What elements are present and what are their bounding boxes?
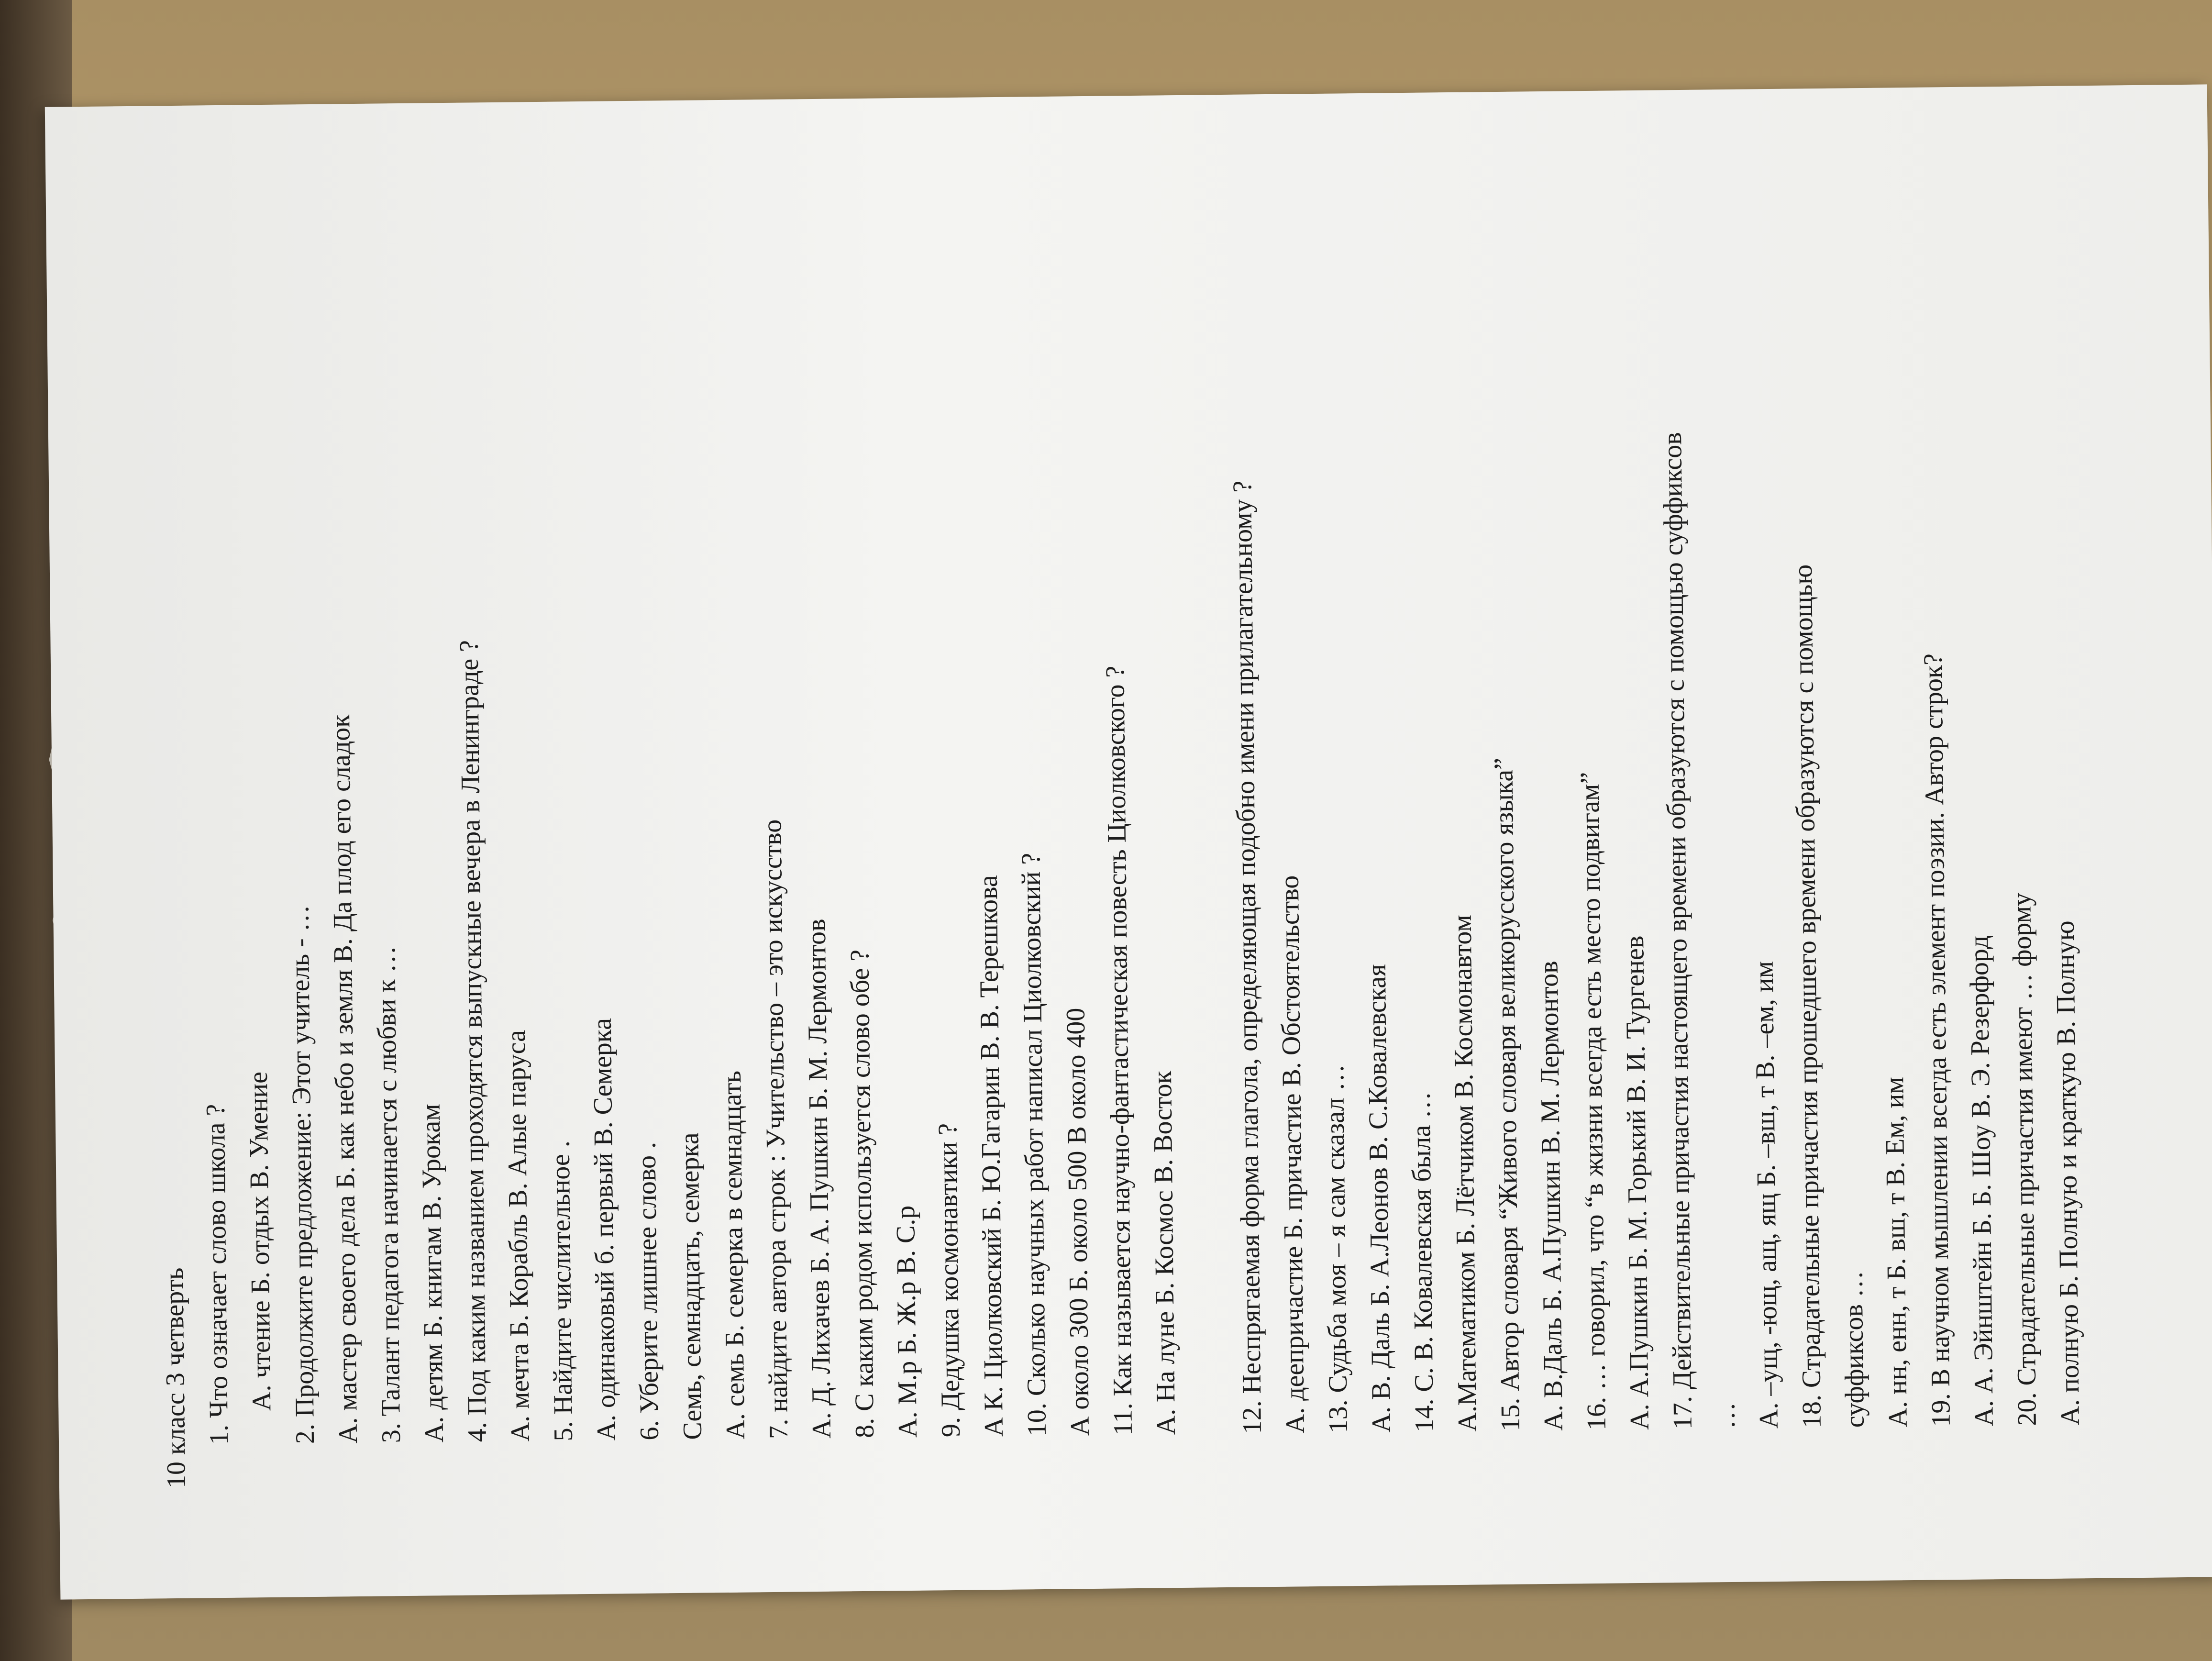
question-line: 15. Автор словаря “Живого словаря великорусского языка” bbox=[1489, 757, 1526, 1432]
answer-line: А. мечта Б. Корабль В. Алые паруса bbox=[501, 1030, 536, 1442]
answer-line: А. Д. Лихачев Б. А. Пушкин Б. М. Лермонтов bbox=[801, 919, 837, 1439]
answer-line: А. На луне Б. Космос В. Восток bbox=[1148, 1071, 1181, 1435]
answer-line: А около 300 Б. около 500 В около 400 bbox=[1061, 1008, 1095, 1436]
answer-line: А. –ущ, -ющ, ащ, ящ Б. –вш, т В. –ем, им bbox=[1749, 961, 1784, 1429]
answer-line: А. А.Пушкин Б. М. Горький В. И. Тургенев bbox=[1620, 935, 1655, 1430]
answer-line: А К. Циолковский Б. Ю.Гагарин В. В. Терешкова bbox=[973, 875, 1009, 1437]
test-sheet bbox=[45, 84, 2212, 1599]
answer-line: А. В. Даль Б. А.Леонов В. С.Ковалевская bbox=[1361, 964, 1396, 1433]
answer-line: А. чтение Б. отдых В. Умение bbox=[243, 1071, 277, 1411]
question-line: 11. Как называется научно-фантастическая повесть Циолковского ? bbox=[1100, 665, 1138, 1436]
test-text bbox=[141, 110, 2126, 1489]
question-line: 4. Под каким названием проходятся выпускные вечера в Ленинграде ? bbox=[454, 640, 493, 1442]
question-line: 14. С. В. Ковалевская была … bbox=[1406, 1091, 1439, 1433]
question-line: 20. Страдательные причастия имеют … форму bbox=[2007, 892, 2042, 1426]
question-line: 13. Судьба моя – я сам сказал … bbox=[1319, 1064, 1353, 1433]
question-line: 18. Страдательные причастия прошедшего времени образуются с помощью bbox=[1788, 564, 1827, 1428]
question-line: 5. Найдите числительное . bbox=[545, 1140, 579, 1441]
question-line: 8. С каким родом используется слово обе ? bbox=[845, 949, 880, 1439]
answer-line: А. деепричастие Б. причастие В. Обстоятельство bbox=[1274, 875, 1310, 1434]
question-line: 16. … говорил, что “в жизни всегда есть место подвигам” bbox=[1575, 772, 1612, 1431]
question-detail-line: Семь, семнадцать, семерка bbox=[675, 1132, 708, 1440]
question-line: 1. Что означает слово школа ? bbox=[200, 1104, 234, 1445]
answer-line: А. детям Б. книгам В. Урокам bbox=[416, 1104, 450, 1443]
answer-line: А. А. Эйнштейн Б. Б. Шоу В. Э. Резерфорд bbox=[1964, 935, 1999, 1427]
question-continuation-line: суффиксов … bbox=[1838, 1270, 1870, 1428]
answer-line: А. семь Б. семерка в семнадцать bbox=[717, 1070, 751, 1440]
question-line: 12. Неспрягаемая форма глагола, определяющая подобно имени прилагательному ? bbox=[1228, 480, 1267, 1434]
question-line: 2. Продолжите предложение: Этот учитель - … bbox=[285, 905, 321, 1444]
sheet-header: 10 класс 3 четверть bbox=[159, 1267, 192, 1489]
answer-line: А. В.Даль Б. А.Пушкин В. М. Лермонтов bbox=[1534, 961, 1569, 1431]
question-line: 10. Сколько научных работ написал Циолковский ? bbox=[1016, 853, 1052, 1437]
answer-line: А. нн, енн, т Б. вш, т В. Ем, им bbox=[1880, 1076, 1913, 1428]
answer-line: А. мастер своего дела Б. как небо и земля В. Да плод его сладок bbox=[326, 714, 364, 1444]
answer-line: А. одинаковый б. первый В. Семерка bbox=[587, 1018, 622, 1441]
answer-line: А.Математиком Б. Лётчиком В. Космонавтом bbox=[1447, 914, 1482, 1432]
question-line: 17. Действительные причастия настоящего времени образуются с помощью суффиксов bbox=[1658, 432, 1698, 1430]
question-line: 9. Дедушка космонавтики ? bbox=[933, 1123, 966, 1438]
answer-line: А. М.р Б. Ж.р В. С.р bbox=[890, 1205, 923, 1438]
question-line: 6. Уберите лишнее слово . bbox=[631, 1141, 665, 1440]
question-line: 19. В научном мышлении всегда есть элемент поэзии. Автор строк? bbox=[1918, 653, 1956, 1427]
question-continuation-line: … bbox=[1711, 1402, 1741, 1429]
question-line: 3. Талант педагога начинается с любви к … bbox=[371, 945, 407, 1443]
question-line: 7. найдите автора строк : Учительство – это искусство bbox=[757, 819, 794, 1440]
answer-line: А. полную Б. Полную и краткую В. Полную bbox=[2050, 920, 2085, 1426]
